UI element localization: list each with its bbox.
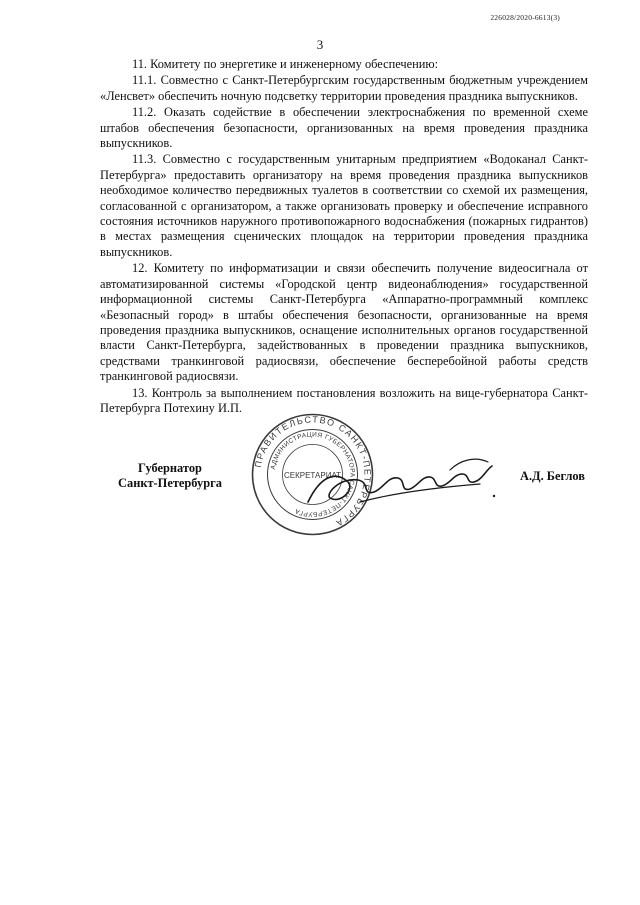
seal-center-text: СЕКРЕТАРИАТ: [283, 471, 342, 480]
signer-title-line1: Губернатор: [138, 461, 202, 475]
paragraph-11: 11. Комитету по энергетике и инженерному обеспечению:: [132, 57, 439, 71]
signer-title-line2: Санкт-Петербурга: [118, 476, 222, 490]
paragraph-13: 13. Контроль за выполнением постановления возложить на вице-губернатора Санкт-Петербурга Потехину И.П.: [100, 385, 588, 415]
document-registration-number: 226028/2020-6613(3): [490, 13, 560, 22]
seal-outer-text: ПРАВИТЕЛЬСТВО САНКТ-ПЕТЕРБУРГА: [252, 414, 373, 529]
signer-name: А.Д. Беглов: [520, 469, 585, 483]
paragraph-12: 12. Комитету по информатизации и связи обеспечить получение видеосигнала от автоматизированной системы «Городской центр видеонаблюдения» государственной информационной системы Санкт-Петербурга «Аппаратно-программный комплекс «Безопасный город» в штабы обеспечения безопасности, организованные на время проведения праздника выпускников, оснащение исполнительных органов государственной власти Санкт-Петербурга, задействованных в проведении праздника выпускников, средствами транкинговой радиосвязи, обеспечение бесперебойной работы средств транкинговой радиосвязи.: [100, 261, 588, 384]
paragraph-11-1: 11.1. Совместно с Санкт-Петербургским государственным бюджетным учреждением «Ленсвет» обеспечить ночную подсветку территории проведения праздника выпускников.: [100, 73, 588, 103]
signature-block: [0, 412, 640, 552]
document-body: [100, 57, 588, 417]
page-number: 3: [316, 37, 324, 52]
signer-title: [100, 461, 240, 491]
seal-inner-text: АДМИНИСТРАЦИЯ ГУБЕРНАТОРА САНКТ-ПЕТЕРБУРГА: [269, 431, 356, 518]
paragraph-11-2: 11.2. Оказать содействие в обеспечении электроснабжения по временной схеме штабов обеспечения безопасности, организованных на время проведения праздника выпускников.: [100, 105, 588, 151]
paragraph-11-3: 11.3. Совместно с государственным унитарным предприятием «Водоканал Санкт-Петербурга» предоставить организатору на время проведения праздника выпускников необходимое количество передвижных туалетов в соответствии со схемой их размещения, согласованной с организатором, а также организовать проверку и обеспечение исправного состояния источников наружного противопожарного водоснабжения (пожарных гидрантов) в местах размещения сценических площадок на территории проведения праздника выпускников.: [100, 152, 588, 259]
handwritten-signature: [300, 432, 500, 522]
